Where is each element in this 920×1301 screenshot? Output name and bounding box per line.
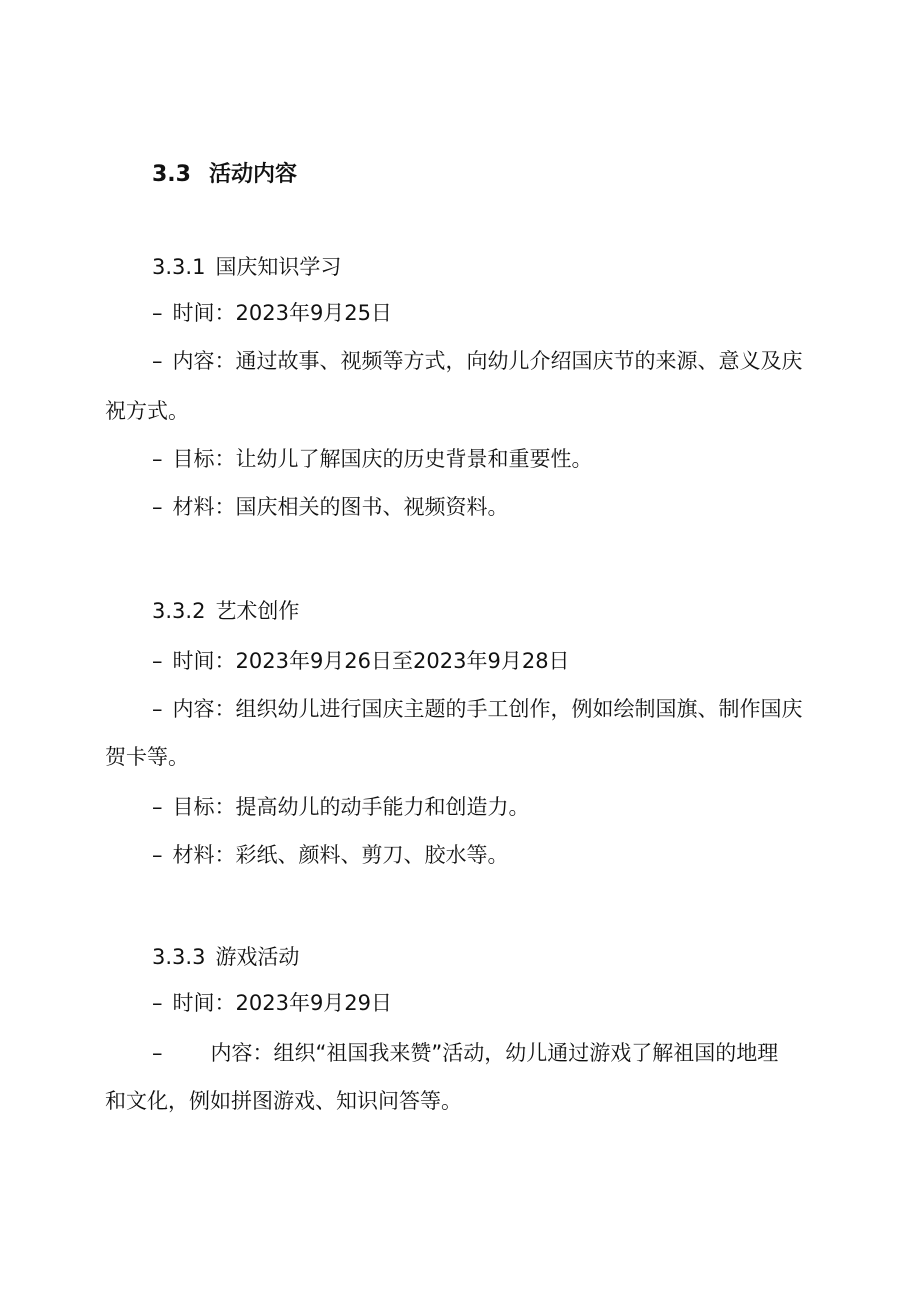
- goal-item: [152, 444, 593, 474]
- label: 时间：: [172, 649, 236, 673]
- label: 目标：: [172, 447, 236, 471]
- goal-item: [152, 792, 530, 822]
- subsection-number: 3.3.2: [152, 599, 206, 623]
- material-item: [152, 492, 509, 522]
- content-continuation: 祝方式。: [105, 399, 189, 423]
- subsection-number: 3.3.1: [152, 255, 206, 279]
- dash: –: [152, 495, 163, 519]
- subsection-title: 游戏活动: [215, 945, 300, 969]
- label: 材料：: [172, 843, 236, 867]
- content-item: [152, 694, 803, 724]
- dash: –: [152, 649, 163, 673]
- content-item: [152, 346, 803, 376]
- subsection-heading-3: [152, 942, 299, 972]
- material-item: [152, 840, 509, 870]
- section-title: 活动内容: [208, 162, 297, 187]
- value: 提高幼儿的动手能力和创造力。: [235, 795, 530, 819]
- time-item: [152, 988, 392, 1018]
- dash: –: [152, 843, 163, 867]
- time-item: [152, 646, 570, 676]
- subsection-title: 艺术创作: [215, 599, 300, 623]
- value: 让幼儿了解国庆的历史背景和重要性。: [235, 447, 593, 471]
- label: 内容：: [172, 349, 236, 373]
- section-heading: [152, 160, 297, 190]
- value: 国庆相关的图书、视频资料。: [235, 495, 509, 519]
- value: 2023年9月29日: [235, 991, 393, 1015]
- dash: –: [152, 991, 163, 1015]
- time-item: [152, 298, 392, 328]
- value: 组织“祖国我来赞”活动，幼儿通过游戏了解祖国的地理: [273, 1041, 779, 1065]
- subsection-heading-1: [152, 252, 341, 282]
- dash: –: [152, 1041, 163, 1065]
- value: 通过故事、视频等方式，向幼儿介绍国庆节的来源、意义及庆: [235, 349, 803, 373]
- dash: –: [152, 447, 163, 471]
- value: 彩纸、颜料、剪刀、胶水等。: [235, 843, 509, 867]
- value: 组织幼儿进行国庆主题的手工创作，例如绘制国旗、制作国庆: [235, 697, 803, 721]
- subsection-number: 3.3.3: [152, 945, 206, 969]
- label: 内容：: [172, 697, 236, 721]
- subsection-heading-2: [152, 596, 299, 626]
- content-item: [152, 1038, 778, 1068]
- label: 时间：: [172, 991, 236, 1015]
- content-continuation: 贺卡等。: [105, 745, 189, 769]
- value: 2023年9月26日至2023年9月28日: [235, 649, 570, 673]
- label: 内容：: [210, 1041, 274, 1065]
- subsection-title: 国庆知识学习: [215, 255, 342, 279]
- dash: –: [152, 301, 163, 325]
- label: 材料：: [172, 495, 236, 519]
- dash: –: [152, 349, 163, 373]
- label: 时间：: [172, 301, 236, 325]
- label: 目标：: [172, 795, 236, 819]
- dash: –: [152, 795, 163, 819]
- dash: –: [152, 697, 163, 721]
- content-continuation: 和文化，例如拼图游戏、知识问答等。: [105, 1089, 462, 1113]
- value: 2023年9月25日: [235, 301, 393, 325]
- section-number: 3.3: [152, 162, 191, 187]
